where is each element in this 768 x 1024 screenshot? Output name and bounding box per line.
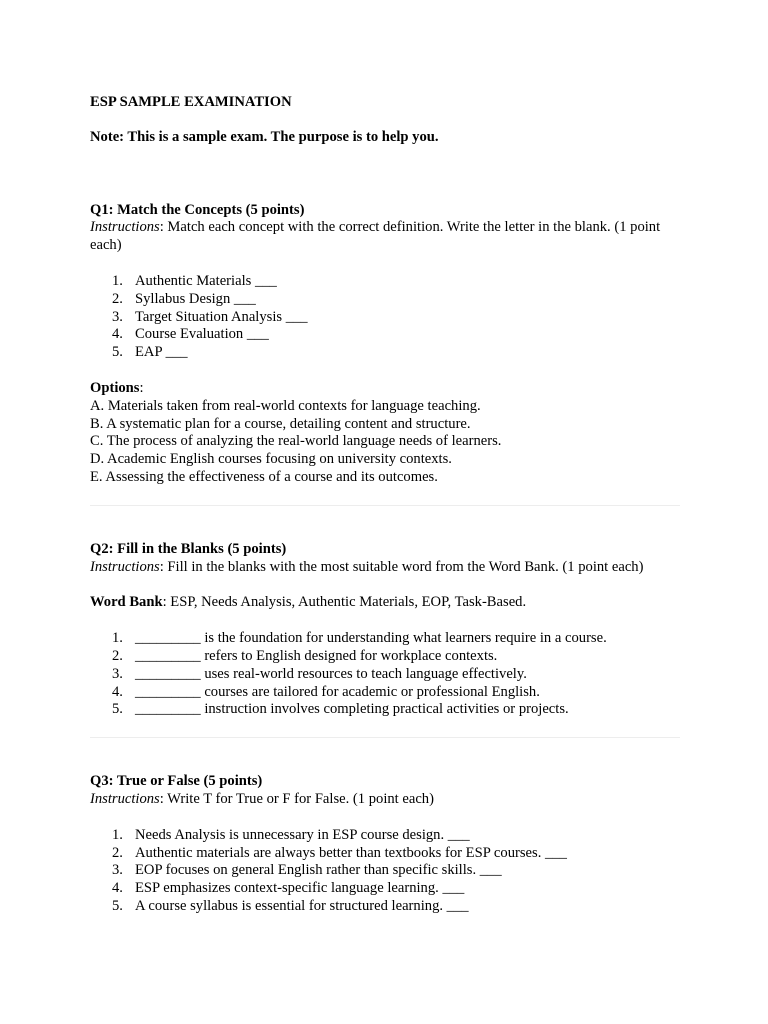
list-item-text: _________ instruction involves completing practical activities or projects.	[135, 701, 569, 718]
list-item-text: Authentic Materials ___	[135, 272, 277, 289]
list-item-text: A course syllabus is essential for structured learning. ___	[135, 897, 469, 914]
list-number: 5.	[112, 344, 123, 361]
q1-option-d: D. Academic English courses focusing on university contexts.	[90, 451, 452, 468]
list-item-text: EOP focuses on general English rather than specific skills. ___	[135, 862, 502, 879]
list-number: 2.	[112, 844, 123, 861]
q3-instructions-text: : Write T for True or F for False. (1 point each)	[159, 790, 434, 807]
list-item-text: Target Situation Analysis ___	[135, 308, 308, 325]
q1-instructions	[90, 219, 680, 255]
list-item	[90, 344, 680, 362]
list-item	[90, 630, 680, 648]
q2-instructions	[90, 559, 680, 577]
q3-instructions	[90, 791, 680, 809]
list-number: 4.	[112, 683, 123, 700]
list-item	[90, 326, 680, 344]
q2-word-bank-text: : ESP, Needs Analysis, Authentic Materials, EOP, Task-Based.	[162, 594, 527, 611]
q1-instructions-label: Instructions	[90, 219, 160, 236]
list-item-text: Syllabus Design ___	[135, 290, 256, 307]
q2-word-bank-label: Word Bank	[90, 594, 163, 611]
list-item	[90, 880, 680, 898]
list-item	[90, 684, 680, 702]
q1-options-heading	[90, 380, 680, 398]
list-number: 1.	[112, 826, 123, 843]
q1-option-c: C. The process of analyzing the real-world language needs of learners.	[90, 433, 502, 450]
q1-title: Q1: Match the Concepts (5 points)	[90, 201, 305, 218]
list-item-text: Course Evaluation ___	[135, 326, 269, 343]
document-note: Note: This is a sample exam. The purpose is to help you.	[90, 128, 439, 145]
list-number: 4.	[112, 326, 123, 343]
q1-option-b: B. A systematic plan for a course, detailing content and structure.	[90, 415, 471, 432]
list-item	[90, 309, 680, 327]
q1-instructions-text: : Match each concept with the correct definition. Write the letter in the blank. (1 point each)	[90, 219, 661, 254]
list-number: 5.	[112, 701, 123, 718]
q1-option-e: E. Assessing the effectiveness of a course and its outcomes.	[90, 468, 438, 485]
list-number: 2.	[112, 647, 123, 664]
list-item	[90, 827, 680, 845]
section-q3	[90, 773, 680, 916]
q2-title: Q2: Fill in the Blanks (5 points)	[90, 540, 287, 557]
list-number: 1.	[112, 272, 123, 289]
list-item-text: Needs Analysis is unnecessary in ESP course design. ___	[135, 826, 470, 843]
list-number: 4.	[112, 880, 123, 897]
list-item-text: _________ courses are tailored for academic or professional English.	[135, 683, 540, 700]
list-number: 2.	[112, 290, 123, 307]
list-number: 3.	[112, 308, 123, 325]
list-item	[90, 273, 680, 291]
list-item	[90, 701, 680, 719]
document-page	[90, 94, 680, 916]
q1-options-colon: :	[139, 379, 144, 396]
list-item	[90, 648, 680, 666]
section-divider	[90, 505, 680, 506]
list-item-text: EAP ___	[135, 344, 188, 361]
q2-word-bank	[90, 594, 680, 612]
list-item-text: Authentic materials are always better than textbooks for ESP courses. ___	[135, 844, 567, 861]
list-number: 5.	[112, 897, 123, 914]
list-item	[90, 862, 680, 880]
q1-option-a: A. Materials taken from real-world contexts for language teaching.	[90, 397, 481, 414]
list-item-text: _________ is the foundation for understanding what learners require in a course.	[135, 630, 607, 647]
q3-instructions-label: Instructions	[90, 790, 160, 807]
list-item	[90, 898, 680, 916]
list-item-text: _________ uses real-world resources to teach language effectively.	[135, 665, 527, 682]
list-number: 3.	[112, 862, 123, 879]
section-q2	[90, 541, 680, 719]
q3-item-list	[90, 827, 680, 916]
list-item-text: _________ refers to English designed for workplace contexts.	[135, 647, 498, 664]
q3-title: Q3: True or False (5 points)	[90, 773, 263, 790]
list-item	[90, 845, 680, 863]
q2-instructions-text: : Fill in the blanks with the most suitable word from the Word Bank. (1 point each)	[159, 558, 644, 575]
q2-item-list	[90, 630, 680, 719]
q2-instructions-label: Instructions	[90, 558, 160, 575]
q1-options-label: Options	[90, 379, 140, 396]
list-number: 1.	[112, 630, 123, 647]
section-divider	[90, 737, 680, 738]
list-item-text: ESP emphasizes context-specific language learning. ___	[135, 880, 465, 897]
list-number: 3.	[112, 665, 123, 682]
document-title: ESP SAMPLE EXAMINATION	[90, 94, 292, 110]
list-item	[90, 291, 680, 309]
section-q1	[90, 202, 680, 487]
list-item	[90, 666, 680, 684]
q1-item-list	[90, 273, 680, 362]
